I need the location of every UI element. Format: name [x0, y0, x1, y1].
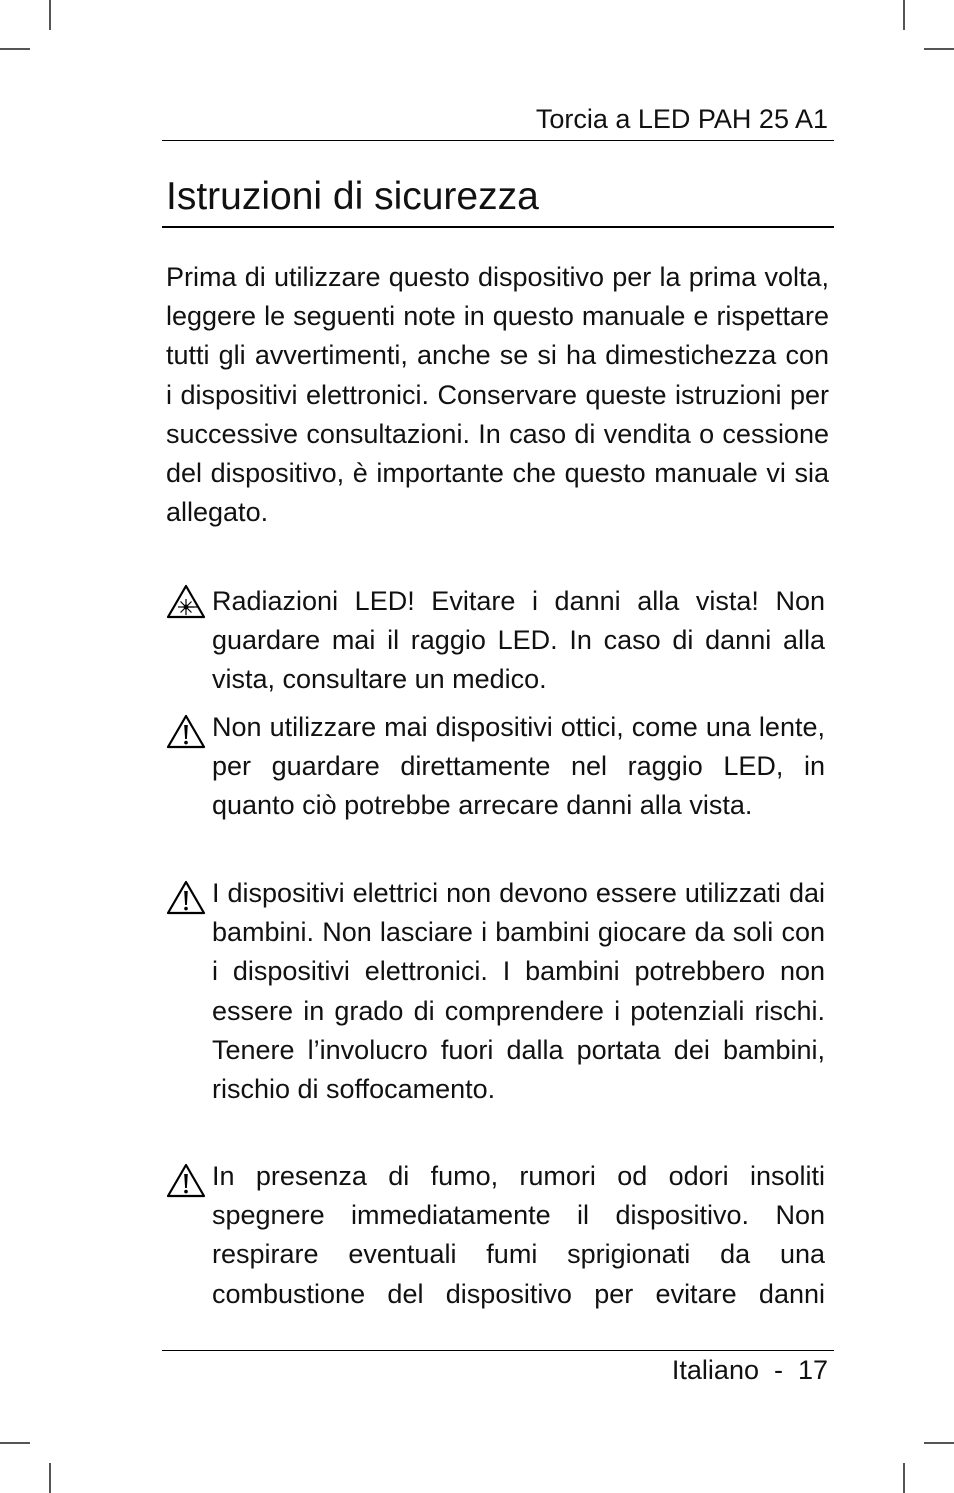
warning-exclamation-icon	[166, 1163, 206, 1199]
warning-text: Non utilizzare mai dispositivi ottici, come una lente, per guardare direttamente nel raggio LED, in quanto ciò potrebbe arrecare danni alla vista.	[212, 712, 825, 821]
warning-text: Radiazioni LED! Evitare i danni alla vista! Non guardare mai il raggio LED. In caso di danni alla vista, consultare un medico.	[212, 586, 825, 695]
crop-mark-top-left-h	[0, 48, 30, 50]
crop-mark-bottom-right	[903, 1463, 905, 1493]
footer-rule	[162, 1350, 834, 1351]
warning-text: I dispositivi elettrici non devono essere utilizzati dai bambini. Non lasciare i bambini giocare da soli con i dispositivi elettronici. I bambini potrebbero non essere in grado di comprendere i potenziali rischi. Tenere l’involucro fuori dalla portata dei bambini, rischio di soffocamento.	[212, 878, 825, 1105]
crop-mark-top-left	[49, 0, 51, 30]
intro-paragraph: Prima di utilizzare questo dispositivo per la prima volta, leggere le seguenti note in questo manuale e rispettare tutti gli avvertimenti, anche se si ha dimestichezza con i dispositivi elettronici. Conservare queste istruzioni per successive consultazioni. In caso di vendita o cessione del dispositivo, è importante che questo manuale vi sia allegato.	[166, 262, 829, 528]
laser-radiation-icon	[166, 584, 206, 620]
warning-exclamation-icon	[166, 880, 206, 916]
header-rule	[162, 140, 834, 141]
crop-mark-bottom-left	[49, 1463, 51, 1493]
page-footer: Italiano - 17	[671, 1355, 828, 1385]
warning-text: In presenza di fumo, rumori od odori insoliti spegnere immediatamente il dispositivo. Non respirare eventuali fumi sprigionati da una combustione del dispositivo per evitare danni	[212, 1161, 825, 1309]
running-header: Torcia a LED PAH 25 A1	[535, 104, 828, 134]
crop-mark-top-right-h	[924, 48, 954, 50]
crop-mark-top-right	[903, 0, 905, 30]
warning-exclamation-icon	[166, 714, 206, 750]
crop-mark-bottom-left-h	[0, 1442, 30, 1444]
section-title: Istruzioni di sicurezza	[166, 175, 539, 218]
crop-mark-bottom-right-h	[924, 1442, 954, 1444]
title-rule	[162, 226, 834, 228]
